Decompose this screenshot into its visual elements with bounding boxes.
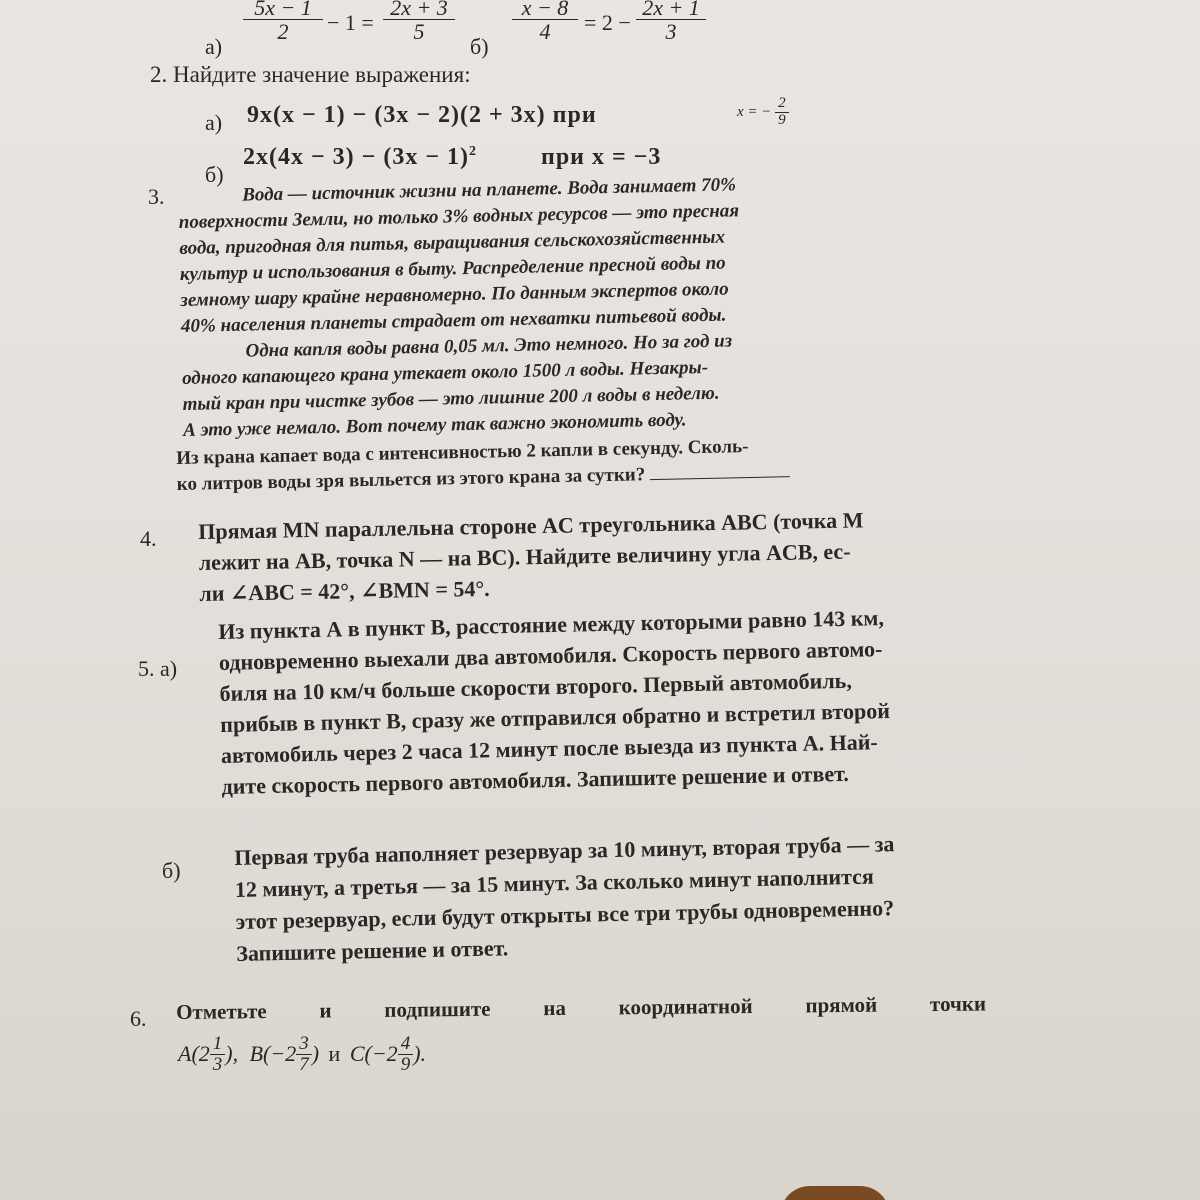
task-3-number: 3. <box>148 184 165 209</box>
task-6-text <box>176 992 986 1025</box>
equation-b-middle: = 2 − <box>584 10 631 35</box>
text-line: 12 минут, а третья — за 15 минут. За сколько минут наполнится <box>234 863 875 902</box>
text-line: дите скорость первого автомобиля. Запишите решение и ответ. <box>221 760 850 799</box>
text-line: прибыв в пункт В, сразу же отправился обратно и встретил второй <box>220 697 891 737</box>
text-line: Одна капля воды равна 0,05 мл. Это немного. Но за год из <box>245 330 733 362</box>
text-line: автомобиль через 2 часа 12 минут после выезда из пункта А. Най- <box>220 729 878 768</box>
task-6-number: 6. <box>130 1006 147 1031</box>
text-line: ли ∠ABC = 42°, ∠BMN = 54°. <box>199 575 490 606</box>
task-6-word: и <box>319 998 332 1023</box>
text-line: 40% населения планеты страдает от нехватки питьевой воды. <box>180 304 727 337</box>
equation-a-middle: − 1 = <box>327 10 374 35</box>
equation-a-fraction-2: $\frac{2x + 3}{5}$ <box>383 0 455 43</box>
equation-b-fraction-1: $\frac{x - 8}{4}$ <box>512 0 578 43</box>
equation-a-label: а) <box>205 34 223 59</box>
answer-blank <box>649 476 789 480</box>
text-line: этот резервуар, если будут открыты все три трубы одновременно? <box>235 895 895 934</box>
text-line: земному шару крайне неравномерно. По данным экспертов около <box>180 278 729 311</box>
task-2a-condition: x = − $\frac{2}{9}$ <box>737 96 789 129</box>
point-a: A(2 $\frac{1}{3}$ ), <box>178 1033 239 1075</box>
text-line: лежит на AB, точка N — на BC). Найдите величину угла ACB, ес- <box>198 538 851 575</box>
task-2-heading: 2. Найдите значение выражения: <box>150 62 471 87</box>
task-4-number: 4. <box>140 526 157 551</box>
point-c: C(−2 $\frac{4}{9}$ ). <box>349 1033 427 1075</box>
task-5b-text <box>234 828 897 970</box>
text-line: Из пункта А в пункт В, расстояние между которыми равно 143 км, <box>218 605 885 644</box>
task-2a-expression: 9x(x − 1) − (3x − 2)(2 + 3x) при <box>247 102 597 128</box>
task-2b-condition: при x = −3 <box>541 144 662 170</box>
equation-b-fraction-2: $\frac{2x + 1}{3}$ <box>636 0 706 43</box>
text-line: биля на 10 км/ч больше скорости второго. Первый автомобиль, <box>219 667 853 706</box>
task-6-word: на <box>543 995 567 1021</box>
equation-a-fraction-1: $\frac{5x - 1}{2}$ <box>243 0 323 43</box>
task-5b-label: б) <box>162 858 181 883</box>
task-5a-text <box>218 602 891 802</box>
task-6-word: точки <box>929 991 987 1017</box>
text-line: культур и использования в быту. Распределение пресной воды по <box>179 252 726 285</box>
text-line: поверхности Земли, но только 3% водных ресурсов — это пресная <box>178 200 740 233</box>
text-line: А это уже немало. Вот почему так важно экономить воду. <box>182 409 687 441</box>
text-line: одного капающего крана утекает около 1500 л воды. Незакры- <box>181 356 709 389</box>
task-2a-label: а) <box>205 110 223 135</box>
desk-edge <box>780 1186 890 1200</box>
text-line: Прямая MN параллельна стороне AC треугольника ABC (точка M <box>198 507 864 544</box>
task-5a-number: 5. а) <box>138 656 178 681</box>
and-word: и <box>328 1041 341 1067</box>
task-3-text <box>178 172 744 444</box>
text-line: вода, пригодная для питья, выращивания сельскохозяйственных <box>179 226 726 259</box>
text-line: Первая труба наполняет резервуар за 10 минут, вторая труба — за <box>234 831 895 870</box>
task-6-word: прямой <box>805 992 878 1018</box>
text-line: Запишите решение и ответ. <box>236 935 509 966</box>
task-2b-label: б) <box>205 162 224 187</box>
task-6-word: Отметьте <box>176 999 267 1024</box>
text-line: одновременно выехали два автомобиля. Скорость первого автомо- <box>218 636 883 675</box>
text-line: тый кран при чистке зубов — это лишние 200 л воды в неделю. <box>182 382 720 415</box>
point-b: B(−2 $\frac{3}{7}$ ) <box>249 1033 320 1075</box>
task-6-word: подпишите <box>384 996 491 1022</box>
task-6-word: координатной <box>618 993 753 1020</box>
task-6-points <box>178 1034 426 1075</box>
task-2b-expression: $2x(4x - 3) - (3x - 1)^2$ <box>243 144 477 170</box>
task-3-question <box>176 433 790 498</box>
question-line: Из крана капает вода с интенсивностью 2 капли в секунду. Сколь- <box>176 436 749 469</box>
text-line: Вода — источник жизни на планете. Вода занимает 70% <box>242 174 737 206</box>
question-line: ко литров воды зря выльется из этого крана за сутки? <box>177 459 790 498</box>
equation-b-label: б) <box>470 34 489 59</box>
task-4-text <box>198 504 865 609</box>
